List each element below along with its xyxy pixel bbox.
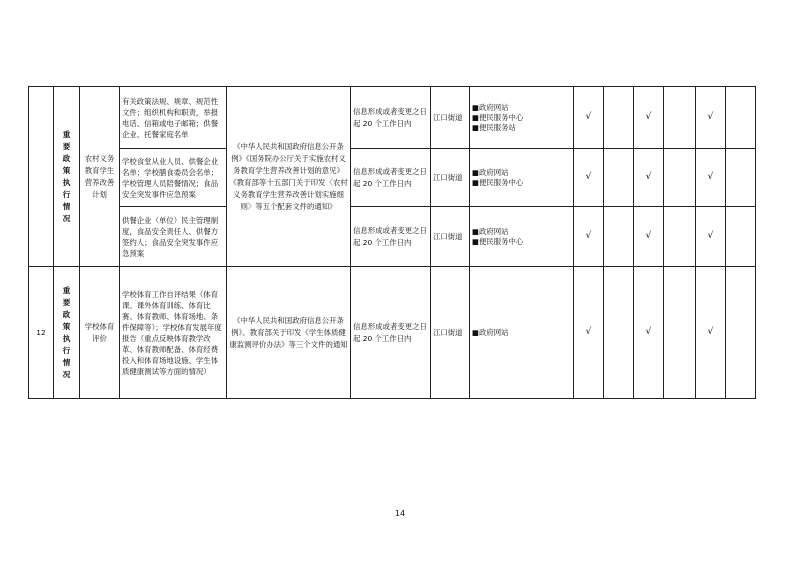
check-cell: √	[634, 207, 664, 267]
table-row	[29, 149, 756, 207]
subject-cell: 江口街道	[431, 267, 470, 399]
channel-item: ■便民服务中心	[472, 177, 524, 187]
check-cell: √	[634, 87, 664, 149]
check-cell: √	[574, 149, 604, 207]
basis-cell: 《中华人民共和国政府信息公开条例》、教育部关于印发《学生体质健康监测评价办法》等三个文件的通知	[227, 267, 351, 399]
check-cell	[726, 149, 756, 207]
check-cell: √	[574, 207, 604, 267]
content-cell: 供餐企业（单位）民主管理制度，食品安全责任人、供餐方签约人；食品安全突发事件应急预案	[120, 207, 227, 267]
table-row	[29, 267, 756, 399]
content-cell: 学校体育工作自评结果（体育课、课外体育训练、体育比赛、体育教师、体育场地、条件保障等）；学校体育发展年度报告（重点反映体育教学改革、体育教师配备、体育经费投入和体育场地设施、学生体质健康测试等方面的情况）	[120, 267, 227, 399]
channel-item: ■便民服务中心	[472, 112, 524, 122]
channel-cell	[470, 149, 574, 207]
check-cell: √	[696, 207, 726, 267]
item-name-cell: 学校体育评价	[80, 267, 120, 399]
check-cell	[726, 87, 756, 149]
time-limit-cell: 信息形成或者变更之日起 20 个工作日内	[351, 267, 431, 399]
item-name-cell: 农村义务教育学生营养改善计划	[80, 87, 120, 267]
channel-item: ■便民服务站	[472, 122, 516, 132]
channel-item: ■政府网站	[472, 327, 509, 337]
channel-item: ■政府网站	[472, 102, 509, 112]
subject-cell: 江口街道	[431, 207, 470, 267]
time-limit-cell: 信息形成或者变更之日起 20 个工作日内	[351, 207, 431, 267]
check-cell: √	[634, 267, 664, 399]
time-limit-cell: 信息形成或者变更之日起 20 个工作日内	[351, 87, 431, 149]
channel-cell	[470, 87, 574, 149]
channel-cell	[470, 207, 574, 267]
row-number-cell: 12	[29, 267, 54, 399]
channel-item: ■便民服务中心	[472, 236, 524, 246]
table-row	[29, 87, 756, 149]
category-cell: 重 要 政 策 执 行 情 况	[54, 267, 80, 399]
check-cell	[664, 267, 696, 399]
channel-item: ■政府网站	[472, 226, 509, 236]
subject-cell: 江口街道	[431, 149, 470, 207]
content-cell: 学校食堂从业人员、供餐企业名单；学校膳食委员会名单；学校管理人员陪餐情况；食品安全突发事件应急预案	[120, 149, 227, 207]
disclosure-table	[28, 86, 756, 399]
check-cell	[664, 207, 696, 267]
check-cell: √	[696, 87, 726, 149]
check-cell	[604, 207, 634, 267]
page-number: 14	[394, 509, 406, 518]
check-cell	[726, 207, 756, 267]
table-row	[29, 207, 756, 267]
category-cell: 重 要 政 策 执 行 情 况	[54, 87, 80, 267]
check-cell	[604, 87, 634, 149]
check-cell: √	[696, 149, 726, 207]
channel-cell	[470, 267, 574, 399]
content-cell: 有关政策法规、规章、规范性文件；组织机构和职责，举报电话、信箱或电子邮箱；供餐企业、托餐家庭名单	[120, 87, 227, 149]
channel-item: ■政府网站	[472, 167, 509, 177]
check-cell: √	[574, 87, 604, 149]
check-cell	[604, 267, 634, 399]
subject-cell: 江口街道	[431, 87, 470, 149]
check-cell: √	[634, 149, 664, 207]
check-cell: √	[574, 267, 604, 399]
check-cell	[726, 267, 756, 399]
time-limit-cell: 信息形成或者变更之日起 20 个工作日内	[351, 149, 431, 207]
check-cell	[664, 149, 696, 207]
basis-cell: 《中华人民共和国政府信息公开条例》《国务院办公厅关于实施农村义务教育学生营养改善计划的意见》《教育部等十五部门关于印发〈农村义务教育学生营养改善计划实施细则〉等五个配套文件的通知》	[227, 87, 351, 267]
row-number-cell	[29, 87, 54, 267]
check-cell	[664, 87, 696, 149]
check-cell	[604, 149, 634, 207]
check-cell: √	[696, 267, 726, 399]
